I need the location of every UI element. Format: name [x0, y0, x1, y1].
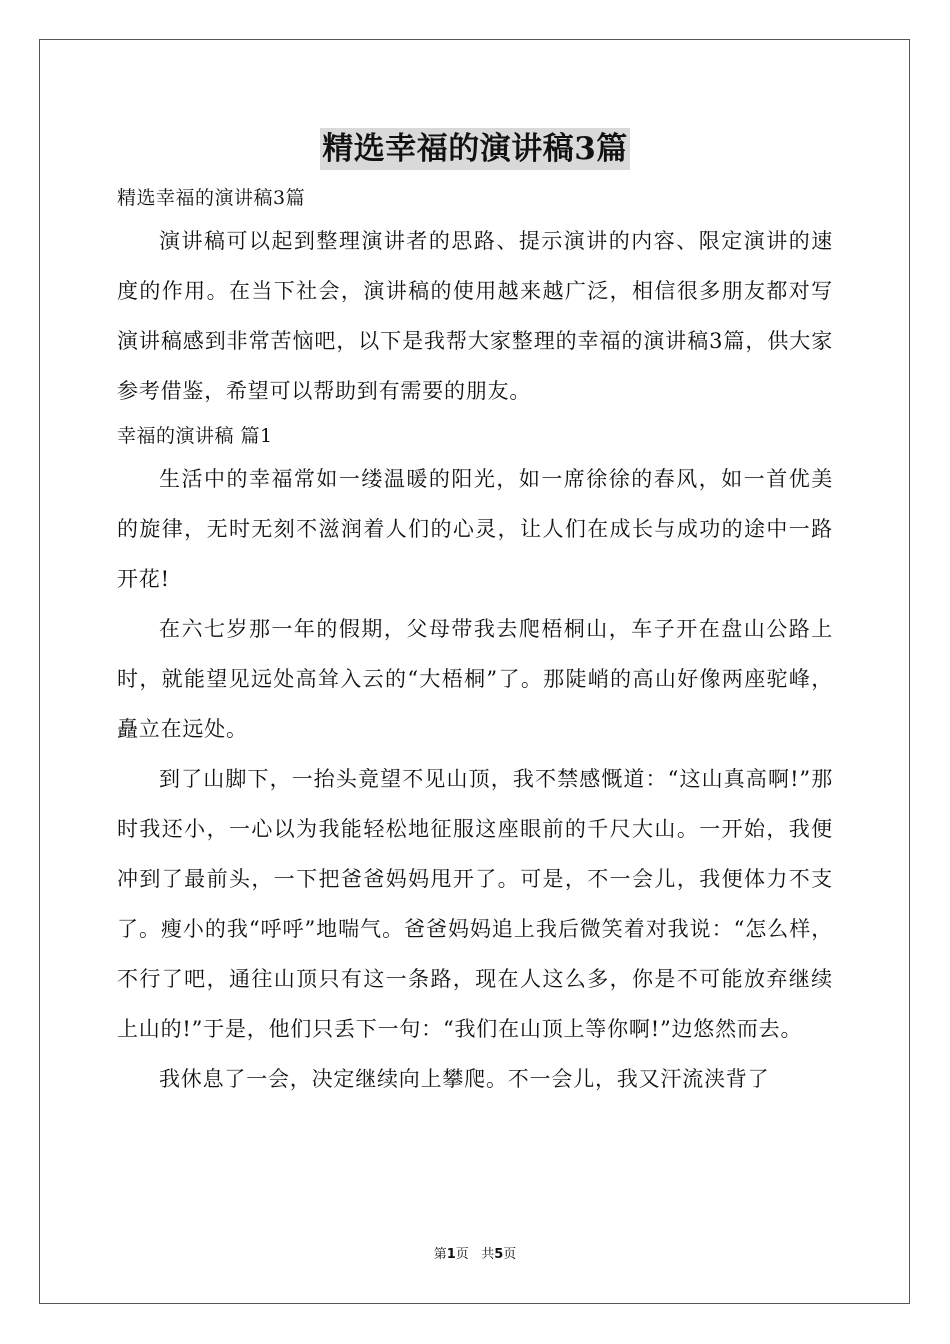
- document-subtitle: 精选幸福的演讲稿3篇: [117, 187, 306, 209]
- document-title: 精选幸福的演讲稿3篇: [320, 128, 630, 170]
- document-body: [117, 180, 833, 1104]
- total-page-number: 5: [494, 1247, 504, 1262]
- page-footer: [0, 1246, 950, 1264]
- page-label-suffix: 页: [503, 1247, 517, 1262]
- page-label-mid: 页 共: [455, 1247, 495, 1262]
- current-page-number: 1: [446, 1247, 456, 1262]
- body-paragraph-2: 在六七岁那一年的假期，父母带我去爬梧桐山，车子开在盘山公路上时，就能望见远处高耸入云的“大梧桐”了。那陡峭的高山好像两座驼峰，矗立在远处。: [117, 617, 833, 741]
- intro-paragraph: 演讲稿可以起到整理演讲者的思路、提示演讲的内容、限定演讲的速度的作用。在当下社会，演讲稿的使用越来越广泛，相信很多朋友都对写演讲稿感到非常苦恼吧，以下是我帮大家整理的幸福的演讲稿3篇，供大家参考借鉴，希望可以帮助到有需要的朋友。: [117, 229, 833, 403]
- title-container: [0, 128, 950, 170]
- body-paragraph-1: 生活中的幸福常如一缕温暖的阳光，如一席徐徐的春风，如一首优美的旋律，无时无刻不滋润着人们的心灵，让人们在成长与成功的途中一路开花!: [117, 467, 833, 591]
- body-paragraph-4: 我休息了一会，决定继续向上攀爬。不一会儿，我又汗流浃背了: [159, 1067, 770, 1091]
- body-paragraph-3: 到了山脚下，一抬头竟望不见山顶，我不禁感慨道：“这山真高啊!”那时我还小，一心以为我能轻松地征服这座眼前的千尺大山。一开始，我便冲到了最前头，一下把爸爸妈妈甩开了。可是，不一会儿，我便体力不支了。瘦小的我“呼呼”地喘气。爸爸妈妈追上我后微笑着对我说：“怎么样，不行了吧，通往山顶只有这一条路，现在人这么多，你是不可能放弃继续上山的!”于是，他们只丢下一句：“我们在山顶上等你啊!”边悠然而去。: [117, 767, 833, 1041]
- section-heading: 幸福的演讲稿 篇1: [117, 425, 273, 447]
- page-label-prefix: 第: [433, 1247, 447, 1262]
